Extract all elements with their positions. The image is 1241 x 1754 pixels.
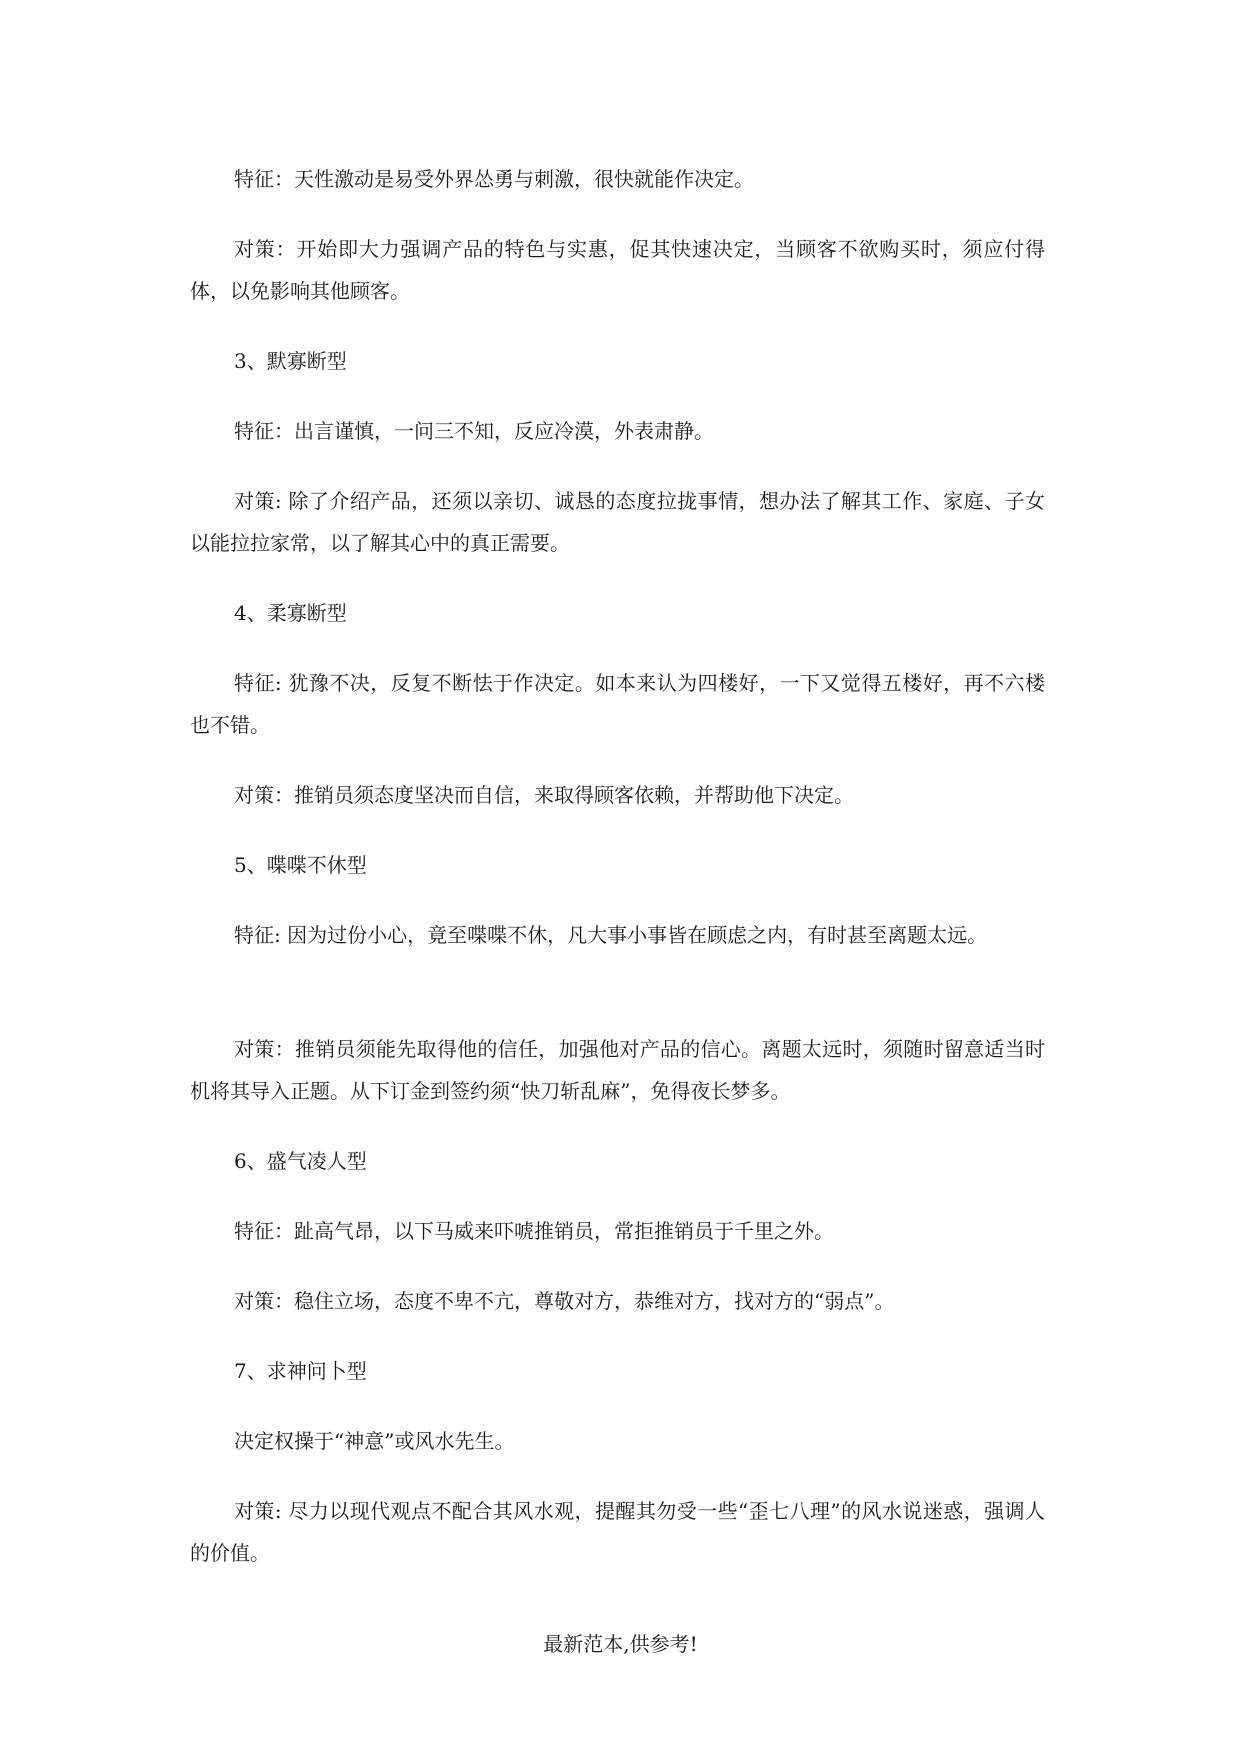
- document-body: [190, 158, 1045, 1602]
- paragraph: 对策：稳住立场，态度不卑不亢，尊敬对方，恭维对方，找对方的“弱点”。: [234, 1289, 895, 1313]
- page-footer: 最新范本,供参考!: [543, 1632, 698, 1656]
- paragraph: 特征：趾高气昂，以下马威来吓唬推销员，常拒推销员于千里之外。: [234, 1219, 834, 1243]
- paragraph: 决定权操于“神意”或风水先生。: [234, 1429, 515, 1453]
- section-heading: 3、默寡断型: [234, 349, 347, 373]
- paragraph: 对策：推销员须能先取得他的信任，加强他对产品的信心。离题太远时，须随时留意适当时机将其导入正题。从下订金到签约须“快刀斩乱麻”，免得夜长梦多。: [190, 1037, 1045, 1103]
- paragraph: 特征：天性激动是易受外界怂勇与刺激，很快就能作决定。: [234, 167, 754, 191]
- paragraph: 对策: 除了介绍产品，还须以亲切、诚恳的态度拉拢事情，想办法了解其工作、家庭、子女以能拉拉家常，以了解其心中的真正需要。: [190, 489, 1045, 555]
- section-heading: 4、柔寡断型: [234, 601, 347, 625]
- paragraph: 对策: 尽力以现代观点不配合其风水观，提醒其勿受一些“歪七八理”的风水说迷惑，强调人的价值。: [190, 1499, 1045, 1565]
- section-heading: 7、求神问卜型: [234, 1359, 367, 1383]
- section-heading: 6、盛气凌人型: [234, 1149, 367, 1173]
- paragraph: 对策：推销员须态度坚决而自信，来取得顾客依赖，并帮助他下决定。: [234, 783, 854, 807]
- section-heading: 5、喋喋不休型: [234, 853, 367, 877]
- paragraph: 对策：开始即大力强调产品的特色与实惠，促其快速决定，当顾客不欲购买时，须应付得体，以免影响其他顾客。: [190, 237, 1045, 303]
- blank-line: [190, 984, 1045, 1028]
- paragraph: 特征: 因为过份小心，竟至喋喋不休，凡大事小事皆在顾虑之内，有时甚至离题太远。: [234, 923, 988, 947]
- paragraph: 特征: 犹豫不决，反复不断怯于作决定。如本来认为四楼好，一下又觉得五楼好，再不六楼也不错。: [190, 671, 1045, 737]
- paragraph: 特征：出言谨慎，一问三不知，反应冷漠，外表肃静。: [234, 419, 714, 443]
